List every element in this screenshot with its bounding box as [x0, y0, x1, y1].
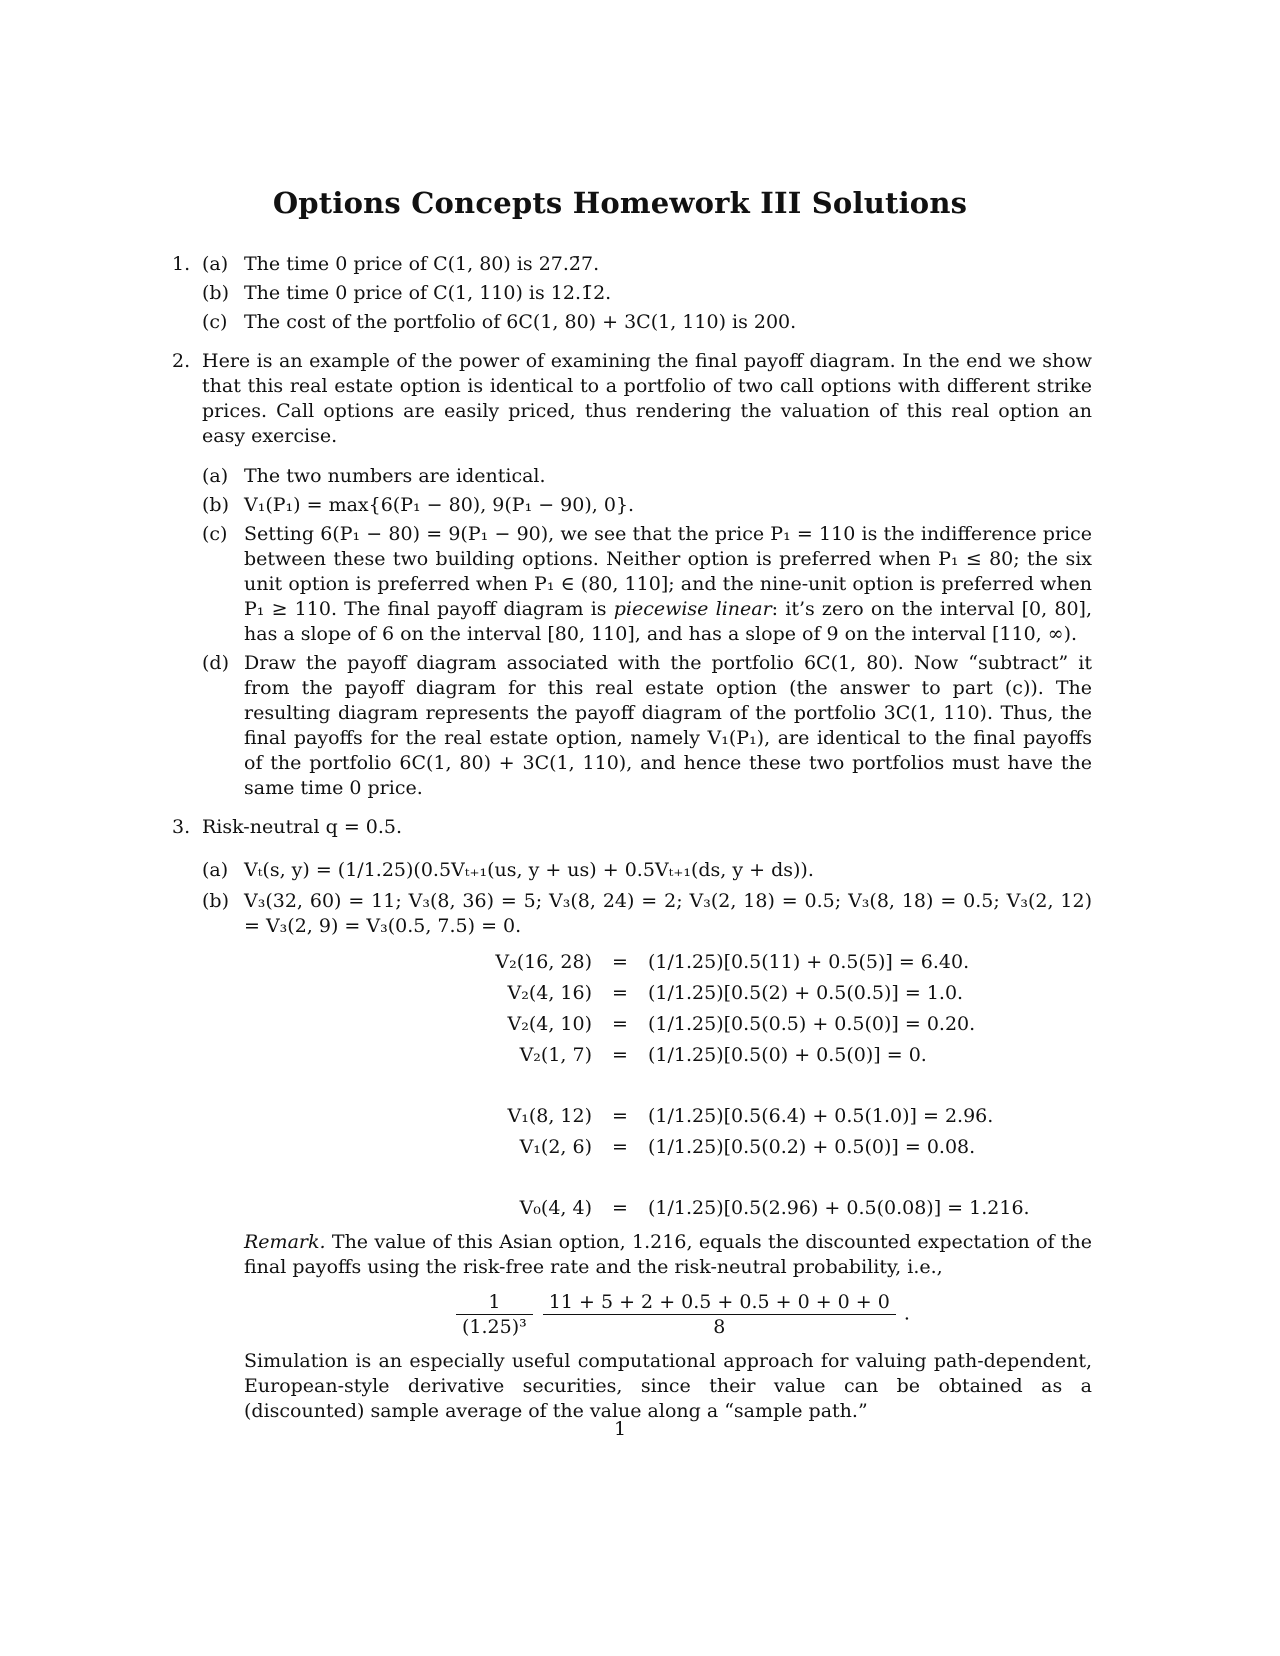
- equation-group-v2: [442, 947, 975, 1071]
- equation-row: [442, 1009, 975, 1040]
- equals-sign: =: [612, 982, 628, 1004]
- equation-rhs: (1/1.25)[0.5(11) + 0.5(5)] = 6.40.: [648, 951, 970, 973]
- item-text: V₁(P₁) = max{6(P₁ − 80), 9(P₁ − 90), 0}.: [244, 494, 635, 516]
- remark-label: Remark.: [244, 1231, 326, 1253]
- fraction-denominator: (1.25)³: [462, 1316, 527, 1338]
- item-label: (c): [202, 523, 228, 545]
- document-title: Options Concepts Homework III Solutions: [272, 186, 968, 220]
- fraction-numerator: 1: [456, 1290, 533, 1315]
- equation-lhs: V₁(2, 6): [519, 1136, 592, 1158]
- equation-group-v0: [442, 1193, 1030, 1224]
- question-1a: [202, 252, 1092, 277]
- equals-sign: =: [612, 1013, 628, 1035]
- equals-sign: =: [612, 1105, 628, 1127]
- fraction-numerator: 11 + 5 + 2 + 0.5 + 0.5 + 0 + 0 + 0: [543, 1290, 896, 1315]
- discount-fraction: [456, 1290, 533, 1339]
- question-number: 3.: [172, 816, 191, 838]
- question-2-intro: Here is an example of the power of examining the final payoff diagram. In the end we show that this real estate option is identical to a portfolio of two call options with different strike prices. Call options are easily priced, thus rendering the valuation of this real option an easy exercise.: [202, 350, 1092, 447]
- question-3a: [202, 858, 1092, 883]
- item-text: Setting 6(P₁ − 80) = 9(P₁ − 90), we see that the price P₁ = 110 is the indifference price between these two building options. Neither option is preferred when P₁ ≤ 80; the six unit option is preferred when P₁ ∈ (80, 110]; and the nine-unit option is preferred when P₁ ≥ 110. The final payoff diagram is: [244, 523, 1092, 620]
- question-1b: [202, 281, 1092, 306]
- item-text: The time 0 price of C(1, 110) is 12.1̄2.: [244, 282, 612, 304]
- formula-end: .: [903, 1302, 910, 1325]
- equation-rhs: (1/1.25)[0.5(0) + 0.5(0)] = 0.: [648, 1044, 927, 1066]
- item-label: (a): [202, 253, 229, 275]
- item-text: The two numbers are identical.: [244, 465, 546, 487]
- item-text: : it’s zero on the interval [0, 80], has a slope of 6 on the interval [80, 110], and has a slope of 9 on the interval [110, ∞).: [244, 598, 1092, 645]
- equation-lhs: V₂(4, 16): [507, 982, 592, 1004]
- question-number: 1.: [172, 253, 191, 275]
- fraction-denominator: 8: [713, 1316, 726, 1338]
- equation-lhs: V₂(16, 28): [495, 951, 592, 973]
- equation-group-v1: [442, 1101, 993, 1163]
- simulation-paragraph: Simulation is an especially useful computational approach for valuing path-dependent, European-style derivative securities, since their value can be obtained as a (discounted) sample average of the value along a “sample path.”: [244, 1350, 1092, 1422]
- equals-sign: =: [612, 951, 628, 973]
- item-text: Vₜ(s, y) = (1/1.25)(0.5Vₜ₊₁(us, y + us) + 0.5Vₜ₊₁(ds, y + ds)).: [244, 859, 814, 881]
- equation-row: [442, 1193, 1030, 1224]
- equation-rhs: (1/1.25)[0.5(2) + 0.5(0.5)] = 1.0.: [648, 982, 964, 1004]
- equation-row: [442, 1132, 993, 1163]
- emphasis-text: piecewise linear: [613, 598, 772, 620]
- question-1: [172, 252, 1092, 335]
- question-3: [172, 815, 1092, 1424]
- item-label: (c): [202, 311, 228, 333]
- page-number: 1: [613, 1418, 627, 1440]
- item-text: The time 0 price of C(1, 80) is 27.2̄7.: [244, 253, 600, 275]
- equals-sign: =: [612, 1044, 628, 1066]
- item-label: (b): [202, 890, 229, 912]
- item-label: (b): [202, 282, 229, 304]
- equation-row: [442, 1101, 993, 1132]
- equation-row: [442, 947, 975, 978]
- item-text: The cost of the portfolio of 6C(1, 80) + 3C(1, 110) is 200.: [244, 311, 797, 333]
- equation-rhs: (1/1.25)[0.5(2.96) + 0.5(0.08)] = 1.216.: [648, 1197, 1030, 1219]
- equation-lhs: V₀(4, 4): [519, 1197, 592, 1219]
- equation-rhs: (1/1.25)[0.5(0.2) + 0.5(0)] = 0.08.: [648, 1136, 976, 1158]
- question-1c: [202, 310, 1092, 335]
- remark-paragraph: [244, 1230, 1092, 1280]
- equation-row: [442, 978, 975, 1009]
- remark-text: The value of this Asian option, 1.216, equals the discounted expectation of the final payoffs using the risk-free rate and the risk-neutral probability, i.e.,: [244, 1231, 1093, 1278]
- question-3b: [202, 889, 1092, 939]
- equation-row: [442, 1040, 975, 1071]
- question-number: 2.: [172, 350, 191, 372]
- question-2a: [202, 464, 1092, 489]
- question-2b: [202, 493, 1092, 518]
- equation-rhs: (1/1.25)[0.5(6.4) + 0.5(1.0)] = 2.96.: [648, 1105, 994, 1127]
- equals-sign: =: [612, 1136, 628, 1158]
- equation-lhs: V₂(1, 7): [519, 1044, 592, 1066]
- question-2d: [202, 651, 1092, 801]
- question-2c: [202, 522, 1092, 647]
- expectation-formula: [454, 1290, 1092, 1339]
- equals-sign: =: [612, 1197, 628, 1219]
- question-3-intro: Risk-neutral q = 0.5.: [202, 816, 403, 838]
- item-label: (a): [202, 465, 229, 487]
- document-body: [172, 252, 1092, 1424]
- equation-rhs: (1/1.25)[0.5(0.5) + 0.5(0)] = 0.20.: [648, 1013, 976, 1035]
- equation-lhs: V₂(4, 10): [507, 1013, 592, 1035]
- item-label: (d): [202, 652, 229, 674]
- question-2: [172, 349, 1092, 801]
- item-label: (b): [202, 494, 229, 516]
- item-text: V₃(32, 60) = 11; V₃(8, 36) = 5; V₃(8, 24) = 2; V₃(2, 18) = 0.5; V₃(8, 18) = 0.5; V₃(2, 12) = V₃(2, 9) = V₃(0.5, 7.5) = 0.: [244, 890, 1092, 937]
- item-label: (a): [202, 859, 229, 881]
- payoff-average-fraction: [543, 1290, 896, 1339]
- item-text: Draw the payoff diagram associated with the portfolio 6C(1, 80). Now “subtract” it from the payoff diagram for this real estate option (the answer to part (c)). The resulting diagram represents the payoff diagram of the portfolio 3C(1, 110). Thus, the final payoffs for the real estate option, namely V₁(P₁), are identical to the final payoffs of the portfolio 6C(1, 80) + 3C(1, 110), and hence these two portfolios must have the same time 0 price.: [244, 652, 1092, 799]
- equation-lhs: V₁(8, 12): [507, 1105, 592, 1127]
